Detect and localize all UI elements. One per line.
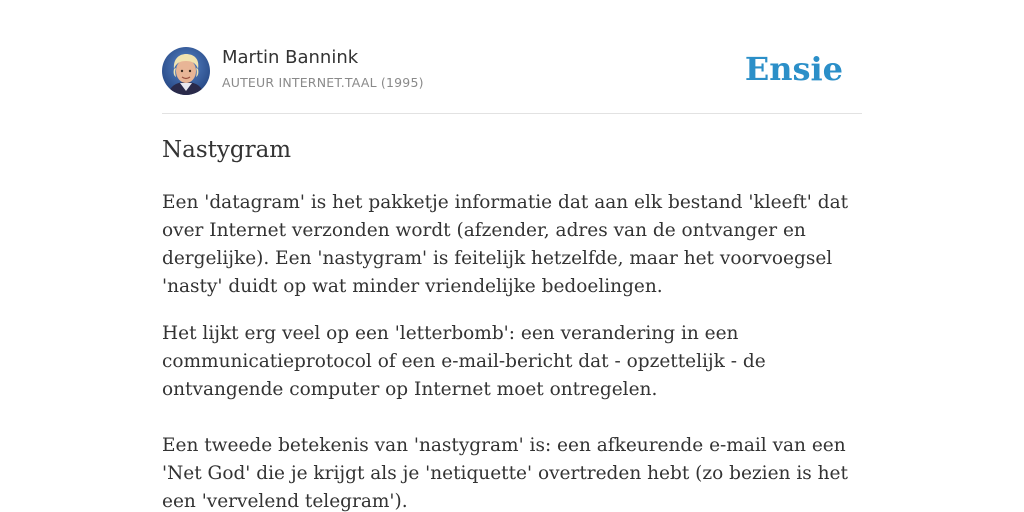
author-role: AUTEUR INTERNET.TAAL (1995): [222, 75, 424, 90]
article-paragraph: Het lijkt erg veel op een 'letterbomb': een verandering in een communicatieprotocol of een e-mail-bericht dat - opzettelijk - de ontvangende computer op Internet moet ontregelen. Een tweede betekenis van 'nastygram' is: een afkeurende e-mail van een 'Net God' die je krijgt als je 'netiquette' overtreden hebt (zo bezien is het een 'vervelend telegram').: [162, 323, 848, 512]
article-body: [162, 189, 862, 512]
author-name[interactable]: Martin Bannink: [222, 47, 359, 68]
author-header: [162, 46, 862, 96]
header-divider: [162, 113, 862, 114]
article-title: Nastygram: [162, 137, 292, 163]
article-paragraph: Een 'datagram' is het pakketje informatie dat aan elk bestand 'kleeft' dat over Internet verzonden wordt (afzender, adres van de ontvanger en dergelijke). Een 'nastygram' is feitelijk hetzelfde, maar het voorvoegsel 'nasty' duidt op wat minder vriendelijke bedoelingen.: [162, 192, 849, 297]
avatar-photo-icon: [162, 47, 210, 95]
brand-logo[interactable]: Ensie: [744, 50, 843, 88]
author-avatar[interactable]: [162, 47, 210, 95]
